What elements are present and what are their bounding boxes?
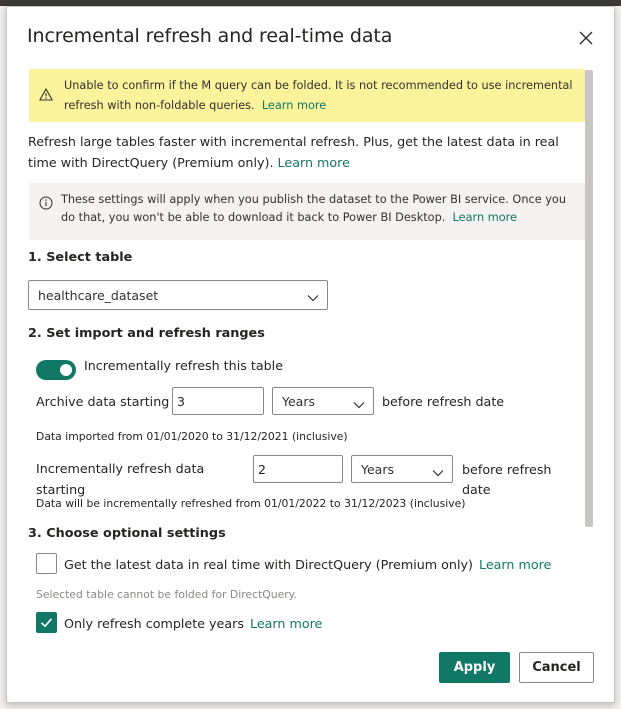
incremental-value-input[interactable] (253, 455, 343, 483)
archive-suffix: before refresh date (382, 394, 505, 409)
incremental-suffix-line1: before refresh (462, 462, 552, 477)
warning-learn-more-link[interactable]: Learn more (261, 99, 327, 112)
section-ranges-heading: 2. Set import and refresh ranges (28, 326, 265, 341)
warning-icon (39, 88, 53, 108)
intro-learn-more-link[interactable]: Learn more (277, 155, 350, 170)
incremental-range-note: Data will be incrementally refreshed from 01/01/2022 to 31/12/2023 (inclusive) (36, 497, 466, 510)
complete-years-learn-more-link[interactable]: Learn more (250, 616, 323, 631)
archive-value-input[interactable] (172, 387, 264, 415)
incremental-suffix-line2: date (462, 482, 491, 497)
warning-text: Unable to confirm if the M query can be folded. It is not recommended to use incremental refresh with non-foldable queries. (64, 79, 573, 112)
close-icon (579, 31, 593, 45)
info-text: These settings will apply when you publish the dataset to the Power BI service. Once you do that, you won't be able to download it back to Power BI Desktop. (61, 193, 566, 224)
checkmark-icon (40, 616, 53, 629)
dialog-title: Incremental refresh and real-time data (27, 25, 393, 47)
section-select-table-heading: 1. Select table (28, 250, 133, 265)
directquery-label (64, 557, 551, 572)
incremental-unit-select[interactable] (351, 455, 453, 483)
incremental-unit-value: Years (361, 461, 394, 477)
section-optional-heading: 3. Choose optional settings (28, 526, 226, 541)
table-select-value: healthcare_dataset (38, 287, 159, 303)
info-icon (39, 196, 53, 216)
chevron-down-icon (353, 397, 365, 412)
archive-label: Archive data starting (36, 394, 170, 409)
incremental-label-line2: starting (36, 482, 86, 497)
complete-years-label-text: Only refresh complete years (64, 616, 244, 631)
chevron-down-icon (307, 290, 319, 305)
intro-text: Refresh large tables faster with incremental refresh. Plus, get the latest data in real time with DirectQuery (Premium only). (28, 134, 559, 170)
publish-info-box (29, 183, 585, 240)
chevron-down-icon (432, 465, 444, 480)
toggle-knob (60, 364, 72, 376)
apply-button[interactable]: Apply (439, 652, 510, 683)
incremental-refresh-dialog (6, 6, 615, 703)
complete-years-label (64, 616, 322, 631)
archive-range-note: Data imported from 01/01/2020 to 31/12/2021 (inclusive) (36, 430, 348, 443)
directquery-checkbox[interactable] (36, 553, 57, 574)
directquery-learn-more-link[interactable]: Learn more (478, 557, 552, 572)
incremental-refresh-toggle-label: Incrementally refresh this table (84, 358, 284, 373)
directquery-note: Selected table cannot be folded for DirectQuery. (36, 588, 297, 601)
incremental-refresh-toggle[interactable] (36, 360, 76, 380)
complete-years-checkbox[interactable] (36, 612, 57, 633)
archive-unit-value: Years (282, 393, 315, 409)
directquery-label-text: Get the latest data in real time with DirectQuery (Premium only) (64, 557, 473, 572)
close-button[interactable] (575, 27, 597, 49)
table-select[interactable] (28, 280, 328, 310)
folding-warning-banner (29, 69, 585, 122)
intro-paragraph (28, 131, 588, 173)
cancel-button[interactable]: Cancel (519, 652, 594, 683)
info-learn-more-link[interactable]: Learn more (452, 210, 517, 224)
incremental-label-line1: Incrementally refresh data (36, 461, 205, 476)
archive-unit-select[interactable] (272, 387, 374, 415)
